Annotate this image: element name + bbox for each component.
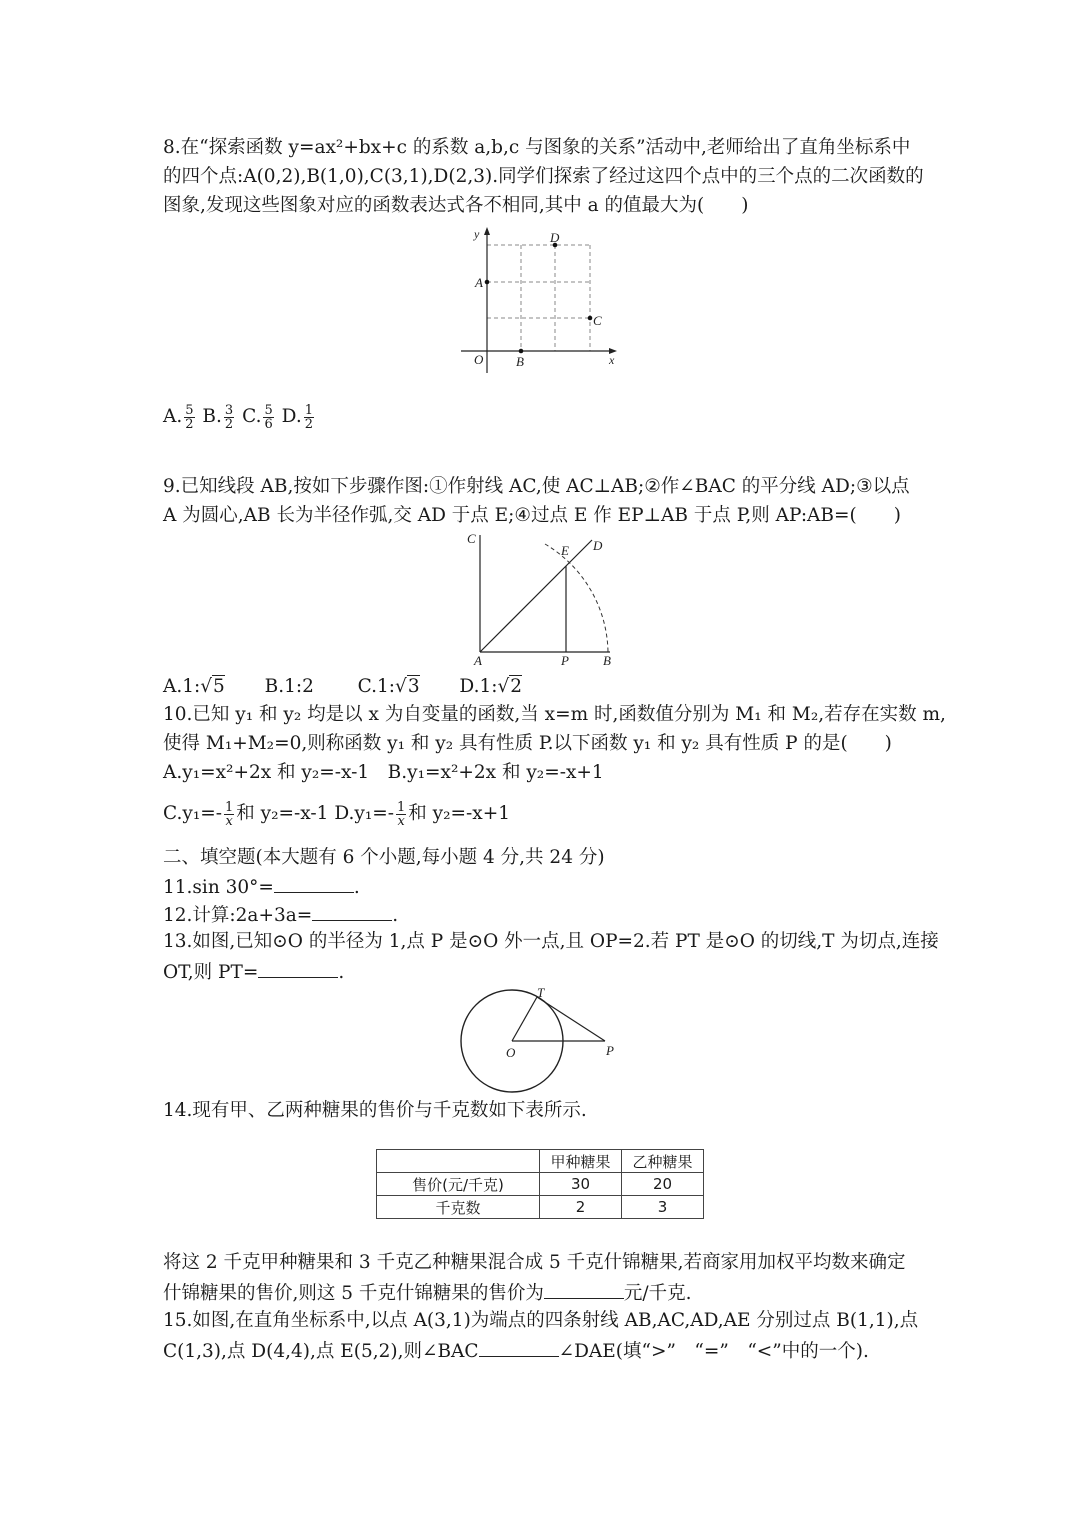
q11-line: 11.sin 30°= . bbox=[163, 874, 360, 900]
q8-label-x: x bbox=[609, 353, 615, 367]
q9-option-d: D.1:√2 bbox=[459, 676, 523, 697]
candy-price-table bbox=[376, 1149, 704, 1219]
q9-arc bbox=[545, 544, 608, 652]
table-header-cell: 乙种糖果 bbox=[622, 1150, 704, 1173]
q9-option-c: C.1:√3 bbox=[357, 676, 420, 697]
q14-line-3: 什锦糖果的售价,则这 5 千克什锦糖果的售价为 元/千克. bbox=[163, 1280, 692, 1306]
table-header-row bbox=[377, 1150, 704, 1173]
q9-line-1: 9.已知线段 AB,按如下步骤作图:①作射线 AC,使 AC⊥AB;②作∠BAC 的平分线 AD;③以点 bbox=[163, 476, 910, 497]
q15-line-1: 15.如图,在直角坐标系中,以点 A(3,1)为端点的四条射线 AB,AC,AD,AE 分别过点 B(1,1),点 bbox=[163, 1310, 919, 1331]
q13-line-1: 13.如图,已知⊙O 的半径为 1,点 P 是⊙O 外一点,且 OP=2.若 PT 是⊙O 的切线,T 为切点,连接 bbox=[163, 931, 939, 952]
q9-options bbox=[163, 675, 522, 699]
q13-label-t: T bbox=[537, 985, 545, 1000]
q15-answer-blank[interactable] bbox=[479, 1338, 559, 1357]
table-cell: 售价(元/千克) bbox=[377, 1173, 540, 1196]
q9-label-p: P bbox=[561, 653, 569, 668]
q9-label-b: B bbox=[603, 653, 611, 668]
q9-label-e: E bbox=[561, 543, 569, 558]
table-header-cell bbox=[377, 1150, 540, 1173]
table-cell: 千克数 bbox=[377, 1196, 540, 1219]
q13-label-p: P bbox=[606, 1043, 614, 1058]
q8-label-a: A bbox=[475, 275, 483, 290]
q10-line-2: 使得 M₁+M₂=0,则称函数 y₁ 和 y₂ 具有性质 P.以下函数 y₁ 和 y₂ 具有性质 P 的是( ) bbox=[163, 733, 892, 754]
q8-coordinate-figure bbox=[455, 225, 625, 377]
table-cell: 3 bbox=[622, 1196, 704, 1219]
table-cell: 30 bbox=[540, 1173, 622, 1196]
q12-answer-blank[interactable] bbox=[312, 902, 392, 921]
q10-option-c: C.y₁=- $\frac{1}{x}$ 和 y₂=-x-1 bbox=[163, 799, 329, 829]
q8-label-c: C bbox=[593, 313, 602, 328]
q13-circle-figure bbox=[455, 985, 635, 1095]
q10-line-3: A.y₁=x²+2x 和 y₂=-x-1 B.y₁=x²+2x 和 y₂=-x+1 bbox=[163, 762, 604, 783]
table-row bbox=[377, 1173, 704, 1196]
q9-construction-figure bbox=[462, 530, 622, 670]
q13-tangent-pt bbox=[537, 997, 605, 1041]
q9-option-a: A.1:√5 bbox=[163, 676, 225, 697]
q13-segment-ot bbox=[512, 997, 537, 1041]
q8-line-2: 的四个点:A(0,2),B(1,0),C(3,1),D(2,3).同学们探索了经过这四个点中的三个点的二次函数的 bbox=[163, 166, 924, 187]
q15-line-2: C(1,3),点 D(4,4),点 E(5,2),则∠BAC ∠DAE(填“>” “=” “<”中的一个). bbox=[163, 1338, 869, 1364]
q8-option-b: B. $\frac{3}{2}$ bbox=[202, 402, 234, 432]
q9-bisector-ad bbox=[480, 540, 592, 652]
q8-point-b bbox=[519, 349, 524, 354]
q9-label-d: D bbox=[593, 538, 603, 553]
table-header-cell: 甲种糖果 bbox=[540, 1150, 622, 1173]
q10-line-1: 10.已知 y₁ 和 y₂ 均是以 x 为自变量的函数,当 x=m 时,函数值分别为 M₁ 和 M₂,若存在实数 m, bbox=[163, 704, 946, 725]
q9-label-c: C bbox=[467, 531, 476, 546]
q13-line-2: OT,则 PT= . bbox=[163, 959, 344, 985]
q9-option-b: B.1:2 bbox=[264, 676, 314, 697]
table-cell: 20 bbox=[622, 1173, 704, 1196]
q14-line-1: 14.现有甲、乙两种糖果的售价与千克数如下表所示. bbox=[163, 1100, 587, 1121]
q12-line: 12.计算:2a+3a= . bbox=[163, 902, 398, 928]
q9-line-2: A 为圆心,AB 长为半径作弧,交 AD 于点 E;④过点 E 作 EP⊥AB 于点 P,则 AP:AB=( ) bbox=[163, 505, 901, 526]
q10-line-4 bbox=[163, 799, 510, 829]
q13-label-o: O bbox=[506, 1045, 516, 1060]
q14-line-2: 将这 2 千克甲种糖果和 3 千克乙种糖果混合成 5 千克什锦糖果,若商家用加权平均数来确定 bbox=[163, 1252, 906, 1273]
q8-point-a bbox=[485, 280, 490, 285]
section-2-heading: 二、填空题(本大题有 6 个小题,每小题 4 分,共 24 分) bbox=[163, 847, 605, 868]
q8-line-3: 图象,发现这些图象对应的函数表达式各不相同,其中 a 的值最大为( ) bbox=[163, 195, 749, 216]
q11-answer-blank[interactable] bbox=[274, 874, 354, 893]
q13-answer-blank[interactable] bbox=[258, 959, 338, 978]
q9-label-a: A bbox=[474, 653, 482, 668]
table-cell: 2 bbox=[540, 1196, 622, 1219]
q8-option-a: A. $\frac{5}{2}$ bbox=[163, 402, 194, 432]
q8-point-c bbox=[588, 316, 593, 321]
table-row bbox=[377, 1196, 704, 1219]
q8-label-b: B bbox=[516, 354, 524, 369]
q8-label-o: O bbox=[474, 352, 484, 367]
q14-answer-blank[interactable] bbox=[544, 1280, 624, 1299]
q8-line-1: 8.在“探索函数 y=ax²+bx+c 的系数 a,b,c 与图象的关系”活动中,老师给出了直角坐标系中 bbox=[163, 137, 911, 158]
q8-label-y: y bbox=[474, 227, 480, 241]
q8-options bbox=[163, 402, 316, 432]
q10-option-d: D.y₁=- $\frac{1}{x}$ 和 y₂=-x+1 bbox=[334, 799, 510, 829]
q8-option-c: C. $\frac{5}{6}$ bbox=[242, 402, 273, 432]
q8-option-d: D. $\frac{1}{2}$ bbox=[281, 402, 313, 432]
q8-label-d: D bbox=[550, 230, 560, 245]
